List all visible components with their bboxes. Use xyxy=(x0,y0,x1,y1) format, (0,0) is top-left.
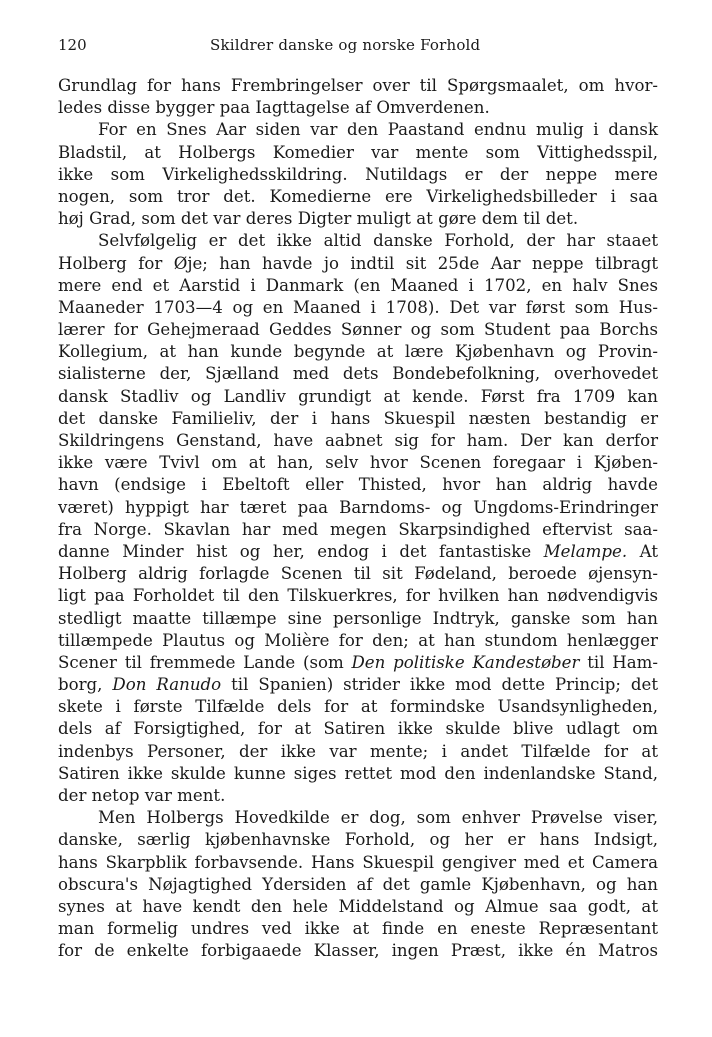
text-line: ledes disse bygger paa Iagttagelse af Omverdenen. xyxy=(58,98,490,118)
text-line: ikke være Tvivl om at han, selv hvor Scenen foregaar i Kjøben- xyxy=(58,453,658,473)
text-segment: At xyxy=(627,541,658,561)
text-line: stedligt maatte tillæmpe sine personlige Indtryk, ganske som han xyxy=(58,608,658,628)
text-line: Holberg for Øje; han havde jo indtil sit 25de Aar neppe tilbragt xyxy=(58,253,658,273)
text-line: nogen, som tror det. Komedierne ere Virkelighedsbilleder i saa xyxy=(58,186,658,206)
text-line: indenbys Personer, der ikke var mente; i andet Tilfælde for at xyxy=(58,741,658,761)
text-line: synes at have kendt den hele Middelstand og Almue saa godt, at xyxy=(58,896,658,916)
text-line: Bladstil, at Holbergs Komedier var mente som Vittighedsspil, xyxy=(58,142,658,162)
text-line: Grundlag for hans Frembringelser over til Spørgsmaalet, om hvor- xyxy=(58,76,658,95)
text-line: ligt paa Forholdet til den Tilskuerkres, for hvilken han nødvendigvis xyxy=(58,586,658,606)
text-line: skete i første Tilfælde dels for at formindske Usandsynligheden, xyxy=(58,697,658,717)
page-header xyxy=(58,36,658,58)
text-line: For en Snes Aar siden var den Paastand endnu mulig i dansk xyxy=(98,120,658,140)
text-line xyxy=(58,674,658,696)
text-line: Maaneder 1703—4 og en Maaned i 1708). Det var først som Hus- xyxy=(58,297,658,317)
text-line xyxy=(58,541,658,563)
text-line: fra Norge. Skavlan har med megen Skarpsindighed eftervist saa- xyxy=(58,519,658,539)
text-line: lærer for Gehejmeraad Geddes Sønner og som Student paa Borchs xyxy=(58,320,658,340)
italic-title: Don Ranudo xyxy=(112,675,222,695)
text-line: Satiren ikke skulde kunne siges rettet mod den indenlandske Stand, xyxy=(58,763,658,783)
text-line: der netop var ment. xyxy=(58,786,226,805)
text-line: Skildringens Genstand, have aabnet sig for ham. Der kan derfor xyxy=(58,431,658,450)
italic-title: Melampe. xyxy=(543,541,628,561)
text-line: dansk Stadliv og Landliv grundigt at kende. Først fra 1709 kan xyxy=(58,386,658,406)
text-line: mere end et Aarstid i Danmark (en Maaned i 1702, en halv Snes xyxy=(58,275,658,295)
text-line: sialisterne der, Sjælland med dets Bondebefolkning, overhovedet xyxy=(58,364,658,384)
text-line: dels af Forsigtighed, for at Satiren ikke skulde blive udlagt om xyxy=(58,719,658,739)
text-line: obscura's Nøjagtighed Ydersiden af det gamle Kjøbenhavn, og han xyxy=(58,874,658,894)
text-line: Holberg aldrig forlagde Scenen til sit Fødeland, beroede øjensyn- xyxy=(58,564,658,584)
text-line: havn (endsige i Ebeltoft eller Thisted, hvor han aldrig havde xyxy=(58,475,658,495)
text-segment: danne Minder hist og her, endog i det fantastiske xyxy=(58,541,544,561)
italic-title: Den politiske Kandestøber xyxy=(351,652,580,672)
text-line: hans Skarpblik forbavsende. Hans Skuespil gengiver med et Camera xyxy=(58,852,658,872)
text-line xyxy=(58,652,658,674)
text-line: ikke som Virkelighedsskildring. Nutildags er der neppe mere xyxy=(58,164,658,184)
text-line: for de enkelte forbigaaede Klasser, ingen Præst, ikke én Matros xyxy=(58,941,658,961)
page-number: 120 xyxy=(58,36,87,54)
text-line: man formelig undres ved ikke at finde en eneste Repræsentant xyxy=(58,919,658,939)
text-line: Selvfølgelig er det ikke altid danske Forhold, der har staaet xyxy=(98,231,658,251)
text-segment: til Ham- xyxy=(579,652,658,672)
text-line: danske, særlig kjøbenhavnske Forhold, og her er hans Indsigt, xyxy=(58,830,658,850)
text-segment: Scener til fremmede Lande (som xyxy=(58,652,352,672)
text-line: høj Grad, som det var deres Digter muligt at gøre dem til det. xyxy=(58,209,579,229)
text-line: det danske Familieliv, der i hans Skuespil næsten bestandig er xyxy=(58,408,658,428)
running-title: Skildrer danske og norske Forhold xyxy=(210,36,481,54)
text-segment: til Spanien) strider ikke mod dette Princip; det xyxy=(221,675,658,695)
text-line: Men Holbergs Hovedkilde er dog, som enhver Prøvelse viser, xyxy=(98,808,658,828)
body-text xyxy=(58,75,658,963)
text-line: tillæmpede Plautus og Molière for den; at han stundom henlægger xyxy=(58,630,658,650)
text-line: Kollegium, at han kunde begynde at lære Kjøbenhavn og Provin- xyxy=(58,342,658,362)
text-segment: borg, xyxy=(58,675,113,695)
text-line: været) hyppigt har tæret paa Barndoms- og Ungdoms-Erindringer xyxy=(58,497,658,517)
